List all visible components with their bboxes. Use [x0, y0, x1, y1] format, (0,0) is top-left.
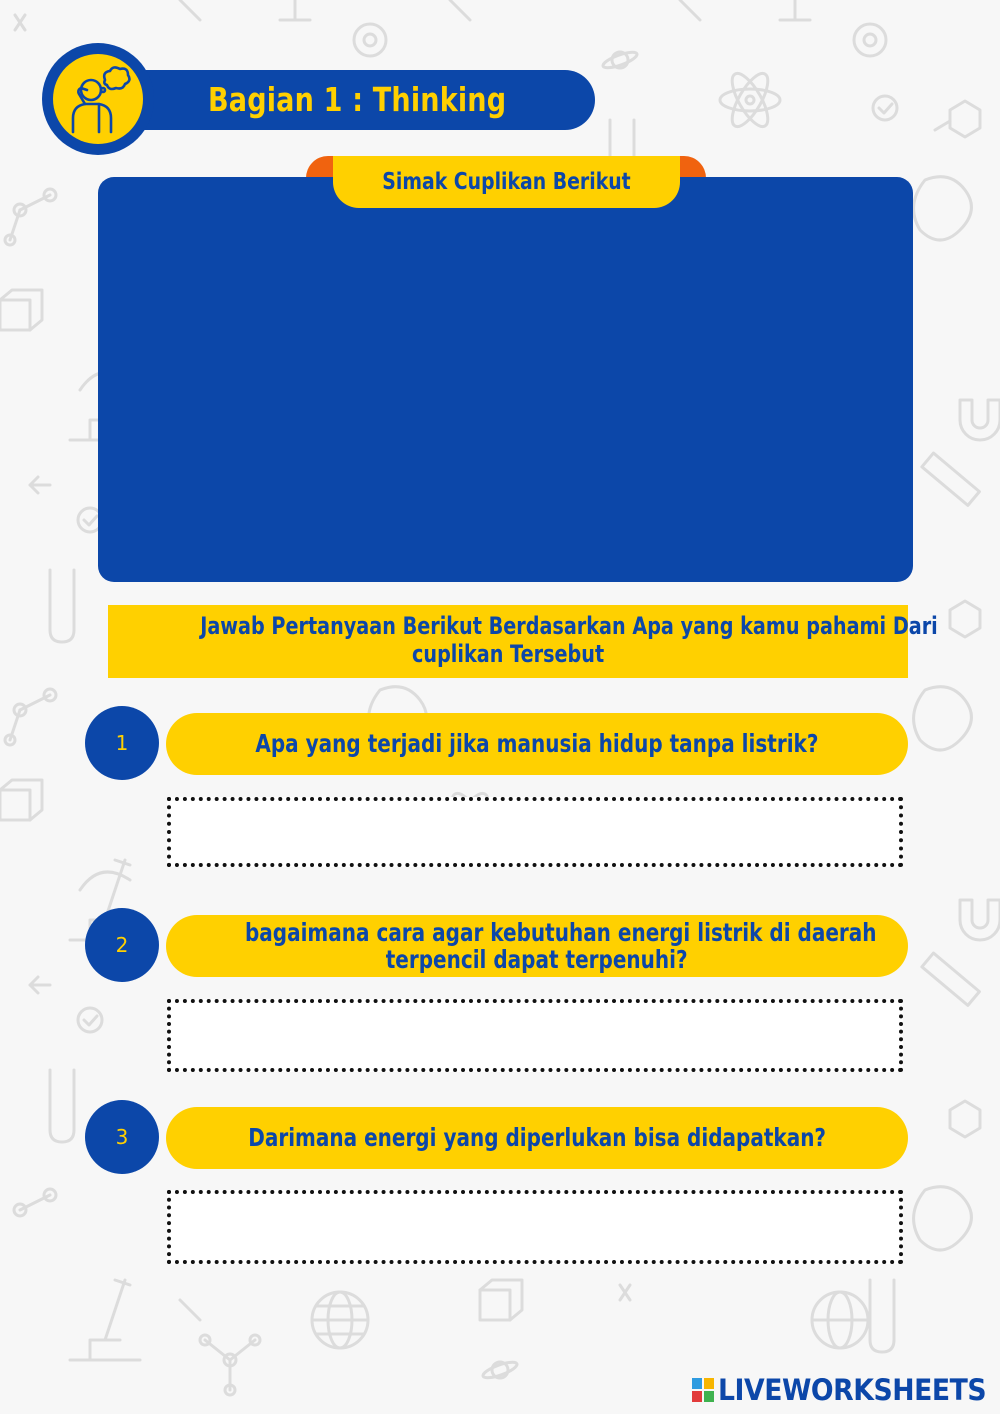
thinking-person-icon — [63, 66, 133, 136]
liveworksheets-brand[interactable]: LIVEWORKSHEETS — [718, 1373, 987, 1407]
answer-field-1[interactable] — [167, 797, 903, 867]
liveworksheets-logo-icon — [692, 1378, 714, 1402]
question-number-badge: 1 — [85, 706, 159, 780]
question-text: Darimana energi yang diperlukan bisa didapatkan? — [248, 1123, 826, 1152]
video-tab-label: Simak Cuplikan Berikut — [382, 169, 631, 195]
answer-field-2[interactable] — [167, 999, 903, 1072]
question-text: Apa yang terjadi jika manusia hidup tanpa listrik? — [255, 729, 819, 758]
instruction-line-2: cuplikan Tersebut — [411, 640, 605, 668]
page-title: Bagian 1 : Thinking — [208, 80, 507, 119]
instruction-text — [108, 612, 938, 668]
question-text: bagaimana cara agar kebutuhan energi listrik di daerah terpencil dapat terpenuhi? — [244, 918, 877, 974]
video-placeholder[interactable] — [98, 177, 913, 582]
question-number-badge: 3 — [85, 1100, 159, 1174]
question-number-badge: 2 — [85, 908, 159, 982]
answer-field-3[interactable] — [167, 1190, 903, 1264]
instruction-line-1: Jawab Pertanyaan Berikut Berdasarkan Apa yang kamu pahami Dari — [200, 612, 938, 640]
